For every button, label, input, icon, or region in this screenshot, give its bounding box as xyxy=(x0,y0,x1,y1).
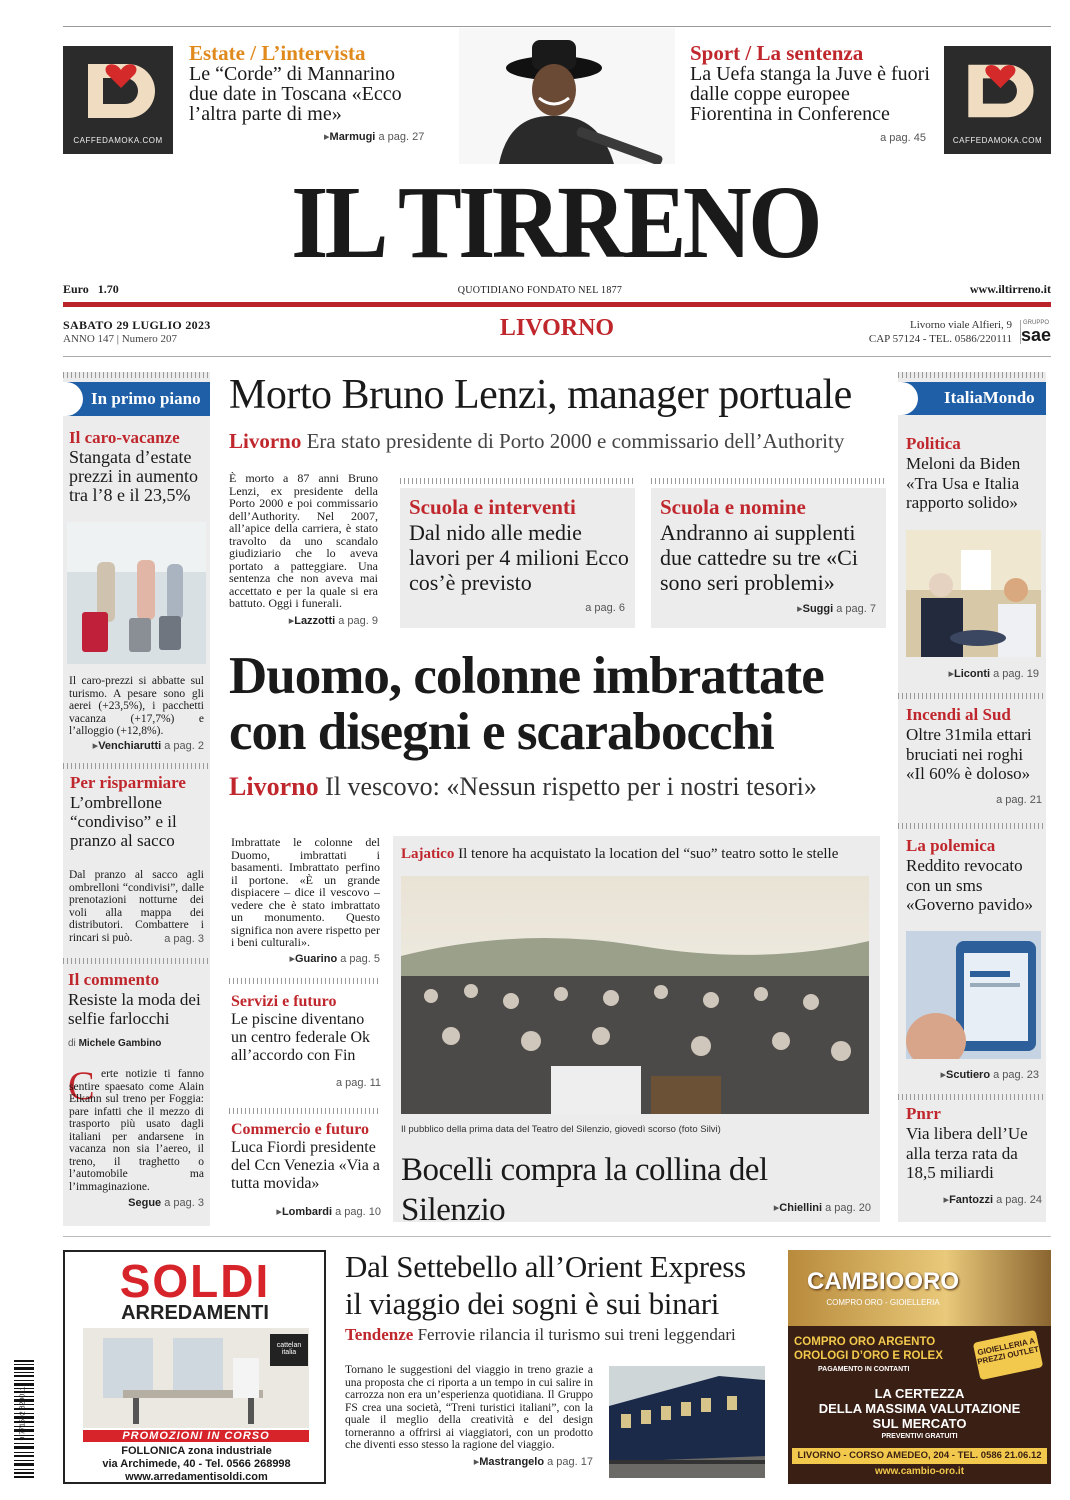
teaser-kicker: Estate / L’intervista xyxy=(189,41,366,65)
item-author: Fantozzi xyxy=(949,1193,994,1206)
ad-label: CAFFEDAMOKA.COM xyxy=(73,136,163,145)
address-block xyxy=(830,318,1012,346)
section-arrow-icon xyxy=(898,382,918,415)
meloni-biden-photo xyxy=(906,530,1041,657)
ad-line-3: www.arredamentisoldi.com xyxy=(125,1471,268,1483)
ad-line-2: OROLOGI D’ORO E ROLEX xyxy=(794,1350,943,1362)
item-ref: ▸Scutiero a pag. 23 xyxy=(940,1069,1039,1081)
box-scuola-interventi[interactable] xyxy=(400,488,635,628)
train-page: a pag. 17 xyxy=(547,1456,593,1468)
item-author: Liconti xyxy=(954,668,991,680)
left-item-3[interactable] xyxy=(68,970,206,1049)
left-item-1[interactable] xyxy=(69,428,205,505)
teaser-page: a pag. 45 xyxy=(880,132,926,145)
train-author: Mastrangelo xyxy=(479,1456,545,1468)
divider-dots xyxy=(63,958,210,964)
right-item-2[interactable] xyxy=(906,705,1042,806)
teaser-headline: Le “Corde” di Mannarino due date in Toscana «Ecco l’altra parte di me» xyxy=(189,63,402,126)
ad-claim-4: PREVENTIVI GRATUITI xyxy=(881,1433,958,1440)
bocelli-kicker: Lajatico xyxy=(401,846,455,862)
item-headline: Oltre 31mila ettari bruciati nei roghi «Il 60% è doloso» xyxy=(906,725,1032,783)
lead-subline xyxy=(229,428,889,454)
lead-subhead: Era stato presidente di Porto 2000 e commissario dell’Authority xyxy=(306,429,845,453)
train-subline xyxy=(345,1325,770,1345)
box-scuola-nomine[interactable] xyxy=(651,488,886,628)
item-body: erte notizie ti fanno sentire spaesato come Alain Elkann sul treno per Foggia: pare infatti che il mezzo di trasporto più usato dagli italiani per andarsene in vacanza non sia l’aereo, il treno, il traghetto o l’automobile ma l’immaginazione. xyxy=(69,1068,204,1193)
item-body: Dal pranzo al sacco agli ombrelloni “condivisi”, dalle prenotazioni notturne dei voli alla mappa dei distributori. Combattere i rincari si può. xyxy=(69,869,204,944)
divider-dots xyxy=(898,823,1046,829)
divider-dots xyxy=(651,478,886,484)
price xyxy=(63,282,119,297)
teaser-right[interactable] xyxy=(690,42,930,144)
ad-claim-2: DELLA MASSIMA VALUTAZIONE xyxy=(818,1401,1021,1416)
teaser-ref: ▸Marmugi a pag. 27 xyxy=(324,131,425,144)
train-subhead: Ferrovie rilancia il turismo sui treni leggendari xyxy=(417,1325,736,1344)
divider-dots xyxy=(898,693,1046,699)
small-headline: Luca Fiordi presidente del Ccn Venezia «Via a tutta movida» xyxy=(231,1139,380,1192)
item-ref: ▸Liconti a pag. 19 xyxy=(948,668,1039,680)
item-headline: Meloni da Biden «Tra Usa e Italia rapporto solido» xyxy=(906,454,1021,512)
item-page: a pag. 2 xyxy=(164,740,204,752)
teaser-left[interactable] xyxy=(189,42,439,143)
box-headline: Andranno ai supplenti due cattedre su tre «Ci sono seri problemi» xyxy=(660,520,858,595)
masthead-bottom-rule xyxy=(63,356,1051,357)
date-line: SABATO 29 LUGLIO 2023 xyxy=(63,318,211,332)
ad-caffedamoka-left[interactable] xyxy=(63,46,173,154)
item-ref: ▸Venchiarutti a pag. 2 xyxy=(92,740,204,752)
masthead-red-rule xyxy=(63,302,1051,307)
main-headline[interactable]: Duomo, colonne imbrattate con disegni e scarabocchi xyxy=(229,647,824,761)
ad-cambio-oro[interactable] xyxy=(788,1250,1051,1484)
train-body: Tornano le suggestioni del viaggio in treno grazie a una proposta che ci riporta a un tempo in cui salire in carrozza non era un’esperienza quotidiana. Il Gruppo FS crea una società, “Treni turistici italiani”, con la quale il meglio della creatività e del design torneranno a offrirsi ai viaggiatori, con un prodotto che diventi esso stesso la ragione del viaggio. xyxy=(345,1364,593,1451)
box-kicker: Scuola e nomine xyxy=(660,495,806,519)
masthead-title[interactable]: IL TIRRENO xyxy=(291,165,819,280)
item-page: a pag. 3 xyxy=(164,933,204,945)
ad-address: LIVORNO - CORSO AMEDEO, 204 - TEL. 0586 21.06.12 xyxy=(792,1448,1047,1464)
barcode-number: 9 771592 820011 xyxy=(19,1386,27,1441)
main-subline xyxy=(229,772,889,802)
ad-soldi-arredamenti[interactable] xyxy=(63,1250,326,1484)
train-ref: ▸Mastrangelo a pag. 17 xyxy=(473,1456,593,1468)
item-headline: Resiste la moda dei selfie farlocchi xyxy=(68,990,201,1028)
dropcap: C xyxy=(68,1063,95,1108)
group-logo xyxy=(1020,320,1051,344)
ad-claim-3: SUL MERCATO xyxy=(872,1416,967,1431)
small-kicker: Servizi e futuro xyxy=(231,993,337,1010)
edition-name: LIVORNO xyxy=(499,315,615,341)
price-label: Euro xyxy=(63,282,89,296)
website[interactable]: www.iltirreno.it xyxy=(969,282,1051,296)
small-commercio[interactable] xyxy=(231,1121,381,1218)
price-value: 1.70 xyxy=(97,282,119,296)
main-body: Imbrattate le colonne del Duomo, imbrattati i basamenti. Imbrattato perfino il portone. «È un grande dispiacere – dice il vescovo – vedere che è stato imbrattato un monumento. Questo significa non avere rispetto per i beni culturali». xyxy=(231,835,380,949)
bocelli-subhead: Il tenore ha acquistato la location del “suo” teatro sotto le stelle xyxy=(458,846,839,862)
ad-brand-2: ARREDAMENTI xyxy=(121,1302,269,1324)
bocelli-headline: Bocelli compra la collina del Silenzio xyxy=(401,1152,768,1228)
item-kicker: La polemica xyxy=(906,836,996,855)
lead-body: È morto a 87 anni Bruno Lenzi, ex presidente della Porto 2000 e poi commissario dell’Authority. Nel 2007, all’apice della carriera, è stato travolto da uno scandalo giudiziario che lo aveva portato a patteggiare. Una sentenza che non aveva mai accettato e per la quale si era battuto. Oggi i funerali. xyxy=(229,471,378,610)
small-page: a pag. 10 xyxy=(335,1206,381,1218)
founded-line: QUOTIDIANO FONDATO NEL 1877 xyxy=(457,285,623,296)
teaser-kicker: Sport / La sentenza xyxy=(690,41,864,65)
coffee-cup-icon xyxy=(944,46,1051,136)
lead-ref: ▸Lazzotti a pag. 9 xyxy=(288,615,378,627)
bocelli-page: a pag. 20 xyxy=(825,1202,871,1214)
top-rule xyxy=(63,26,1051,27)
left-item-2[interactable] xyxy=(70,773,206,850)
bocelli-author: Chiellini xyxy=(779,1202,823,1214)
item-kicker: Il caro-vacanze xyxy=(69,428,180,447)
main-kicker: Livorno xyxy=(229,772,319,801)
section-tab-left[interactable] xyxy=(63,382,210,416)
small-author: Lombardi xyxy=(281,1206,333,1218)
item-headline: Via libera dell’Ue alla terza rata da 18,5 miliardi xyxy=(906,1124,1028,1182)
byline-prefix: di xyxy=(68,1038,76,1049)
ad-line-2: via Archimede, 40 - Tel. 0566 268998 xyxy=(102,1458,291,1470)
item-headline: L’ombrellone “condiviso” e il pranzo al sacco xyxy=(70,793,177,850)
item-page: a pag. 19 xyxy=(993,668,1039,680)
item-author: Segue xyxy=(128,1197,162,1209)
teaser-author: Marmugi xyxy=(329,131,376,144)
item-author: Venchiarutti xyxy=(98,740,162,752)
train-kicker: Tendenze xyxy=(345,1325,414,1344)
item-kicker: Pnrr xyxy=(906,1104,941,1123)
small-ref: ▸Lombardi a pag. 10 xyxy=(276,1206,381,1218)
item-kicker: Politica xyxy=(906,434,961,453)
ad-caffedamoka-right[interactable] xyxy=(944,46,1051,154)
ad-line-1: COMPRO ORO ARGENTO xyxy=(794,1336,936,1348)
box-ref: ▸Suggi a pag. 7 xyxy=(797,603,876,615)
section-tab-right[interactable] xyxy=(898,382,1046,415)
divider-dots xyxy=(898,372,1046,378)
phone-photo xyxy=(906,931,1041,1059)
item-kicker: Il commento xyxy=(68,970,160,989)
address-line-1: Livorno viale Alfieri, 9 xyxy=(909,319,1012,331)
item-headline: Reddito revocato con un sms «Governo pavido» xyxy=(906,856,1034,914)
tourists-photo xyxy=(67,522,206,664)
item-page: a pag. 3 xyxy=(164,1197,204,1209)
divider-dots xyxy=(400,478,635,484)
item-ref xyxy=(69,1197,204,1209)
singer-photo xyxy=(459,28,675,164)
ad-promo: PROMOZIONI IN CORSO xyxy=(83,1430,309,1442)
ad-line-1: FOLLONICA zona industriale xyxy=(121,1445,272,1457)
item-headline: Stangata d’estate prezzi in aumento tra l’8 e il 23,5% xyxy=(69,447,198,505)
item-body: Il caro-prezzi si abbatte sul turismo. A pesare sono gli aerei (+23,5%), i pacchetti vacanza (+17,7%) e l’alloggio (+12,8%). xyxy=(69,675,204,737)
ad-tagline: COMPRO ORO - GIOIELLERIA xyxy=(826,1298,940,1307)
small-servizi[interactable] xyxy=(231,993,381,1089)
group-label: GRUPPO xyxy=(1022,320,1049,326)
item-byline xyxy=(68,1038,206,1049)
main-page: a pag. 5 xyxy=(340,953,380,965)
ad-brand: SOLDI xyxy=(119,1255,271,1307)
teaser-headline: La Uefa stanga la Juve è fuori dalle coppe europee Fiorentina in Conference xyxy=(690,63,930,126)
main-author: Guarino xyxy=(295,953,338,965)
bottom-rule xyxy=(63,1236,1051,1237)
box-author: Suggi xyxy=(802,603,834,615)
box-page: a pag. 6 xyxy=(585,602,625,614)
byline-name: Michele Gambino xyxy=(78,1038,162,1049)
box-page: a pag. 7 xyxy=(836,603,876,615)
divider-dots xyxy=(898,1094,1046,1100)
section-label: In primo piano xyxy=(91,389,201,408)
right-item-1[interactable] xyxy=(906,434,1042,513)
small-kicker: Commercio e futuro xyxy=(231,1121,370,1138)
divider-dots xyxy=(229,1108,380,1114)
right-item-3[interactable] xyxy=(906,836,1042,915)
right-item-4[interactable] xyxy=(906,1104,1042,1206)
ad-brand: CAMBIOORO xyxy=(807,1268,959,1295)
ad-claim-1: LA CERTEZZA xyxy=(874,1386,965,1401)
bocelli-subline xyxy=(401,846,876,863)
train-headline[interactable]: Dal Settebello all’Orient Express il viaggio dei sogni è sui binari xyxy=(345,1249,746,1321)
item-page: a pag. 21 xyxy=(996,793,1042,806)
divider-dots xyxy=(229,978,380,984)
section-label: ItaliaMondo xyxy=(944,388,1035,407)
item-page: a pag. 24 xyxy=(996,1193,1042,1206)
item-page: a pag. 23 xyxy=(993,1069,1039,1081)
small-page: a pag. 11 xyxy=(335,1077,381,1089)
bocelli-ref: ▸Chiellini a pag. 20 xyxy=(773,1202,871,1214)
box-headline: Dal nido alle medie lavori per 4 milioni Ecco cos’è previsto xyxy=(409,520,629,595)
bocelli-photo xyxy=(401,876,869,1114)
ad-label: CAFFEDAMOKA.COM xyxy=(952,136,1043,145)
lead-author: Lazzotti xyxy=(294,615,336,627)
box-kicker: Scuola e interventi xyxy=(409,495,576,519)
lead-kicker: Livorno xyxy=(229,429,302,453)
item-ref: ▸Fantozzi a pag. 24 xyxy=(943,1193,1042,1206)
lead-page: a pag. 9 xyxy=(338,615,378,627)
group-logo-text: sae xyxy=(1021,325,1052,345)
item-kicker: Per risparmiare xyxy=(70,773,186,792)
item-kicker: Incendi al Sud xyxy=(906,705,1011,724)
divider-dots xyxy=(63,372,210,378)
orient-express-photo xyxy=(609,1366,765,1478)
address-line-2: CAP 57124 - TEL. 0586/220111 xyxy=(868,333,1012,345)
small-headline: Le piscine diventano un centro federale Ok all’accordo con Fin xyxy=(231,1011,371,1064)
coffee-cup-icon xyxy=(63,46,173,136)
main-ref: ▸Guarino a pag. 5 xyxy=(289,953,380,965)
ad-web: www.cambio-oro.it xyxy=(874,1466,965,1477)
teaser-page: a pag. 27 xyxy=(378,131,425,144)
ad-line-3: PAGAMENTO IN CONTANTI xyxy=(818,1366,910,1373)
lead-headline[interactable]: Morto Bruno Lenzi, manager portuale xyxy=(229,372,852,418)
item-author: Scutiero xyxy=(946,1069,991,1081)
section-arrow-icon xyxy=(63,382,83,416)
year-issue: ANNO 147 | Numero 207 xyxy=(63,333,178,345)
ad-badge: GIOIELLERIA A PREZZI OUTLET xyxy=(973,1330,1044,1380)
bocelli-caption: Il pubblico della prima data del Teatro del Silenzio, giovedì scorso (foto Silvi) xyxy=(401,1124,721,1135)
divider-dots xyxy=(63,763,210,769)
ad-partner-logo: cattelan italia xyxy=(270,1334,308,1366)
main-subhead: Il vescovo: «Nessun rispetto per i nostri tesori» xyxy=(325,772,817,801)
